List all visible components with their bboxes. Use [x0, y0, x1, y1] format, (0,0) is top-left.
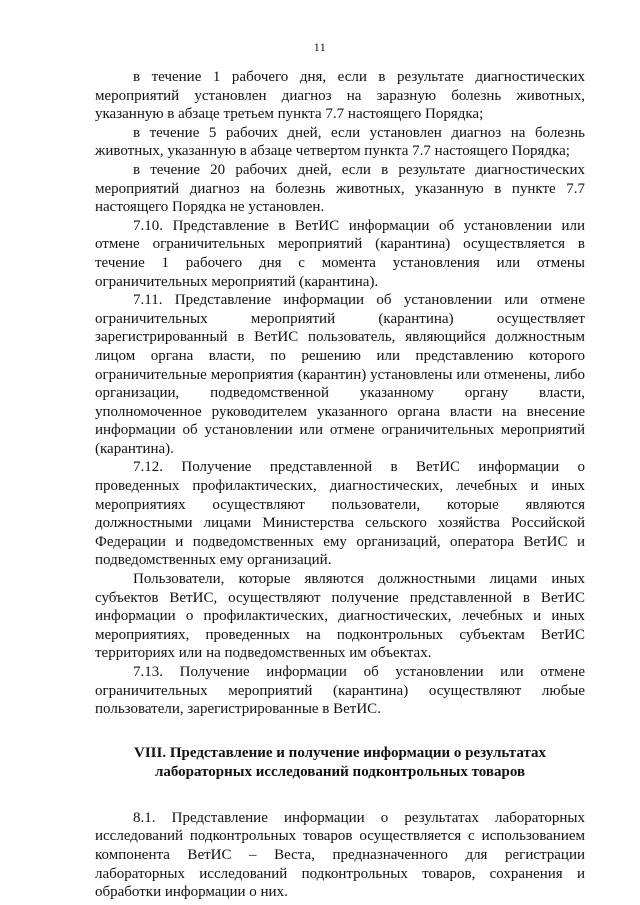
page-number: 11 — [313, 40, 327, 54]
paragraph-deadline-1-day: в течение 1 рабочего дня, если в результате диагностических мероприятий установлен диагноз на заразную болезнь животных, указанную в абзаце третьем пункта 7.7 настоящего Порядка; — [95, 69, 585, 123]
section-viii-heading — [95, 744, 585, 782]
document-body — [95, 68, 585, 902]
paragraph-7-10: 7.10. Представление в ВетИС информации об установлении или отмене ограничительных мероприятий (карантина) осуществляется в течение 1 рабочего дня с момента установления или отмены ограничительных мероприятий (карантина). — [95, 217, 585, 290]
section-heading-line-2: лабораторных исследований подконтрольных товаров — [154, 763, 526, 780]
paragraph-deadline-20-days: в течение 20 рабочих дней, если в результате диагностических мероприятий диагноз на болезнь животных, указанную в пункте 7.7 настоящего Порядка не установлен. — [95, 161, 585, 216]
section-heading-line-1: VIII. Представление и получение информации о результатах — [134, 744, 546, 761]
paragraph-7-11: 7.11. Представление информации об установлении или отмене ограничительных мероприятий (карантина) осуществляет зарегистрированный в ВетИС пользователь, являющийся должностным лицом органа власти, по решению или представлению которого ограничительные мероприятия (карантин) установлены или отменены, либо организации, подведомственной указанному органу власти, уполномоченное руководителем указанного органа власти на внесение информации об установлении или отмене ограничительных мероприятий (карантина). — [95, 292, 585, 457]
paragraph-7-12-users: Пользователи, которые являются должностными лицами иных субъектов ВетИС, осуществляют получение представленной в ВетИС информации о профилактических, диагностических, лечебных и иных мероприятиях, проведенных на подконтрольных субъектам ВетИС территориях или на подведомственных им объектах. — [95, 571, 585, 662]
paragraph-7-12: 7.12. Получение представленной в ВетИС информации о проведенных профилактических, диагностических, лечебных и иных мероприятиях осуществляют пользователи, которые являются должностными лицами Министерства сельского хозяйства Российской Федерации и подведомственных ему организаций, оператора ВетИС и подведомственных ему организаций. — [95, 459, 585, 569]
paragraph-7-13: 7.13. Получение информации об установлении или отмене ограничительных мероприятий (карантина) осуществляют любые пользователи, зарегистрированные в ВетИС. — [95, 664, 585, 718]
paragraph-deadline-5-days: в течение 5 рабочих дней, если установлен диагноз на болезнь животных, указанную в абзаце четвертом пункта 7.7 настоящего Порядка; — [95, 124, 585, 160]
paragraph-8-1: 8.1. Представление информации о результатах лабораторных исследований подконтрольных товаров осуществляется с использованием компонента ВетИС – Веста, предназначенного для регистрации лабораторных исследований подконтрольных товаров, сохранения и обработки информации о них. — [95, 809, 585, 901]
